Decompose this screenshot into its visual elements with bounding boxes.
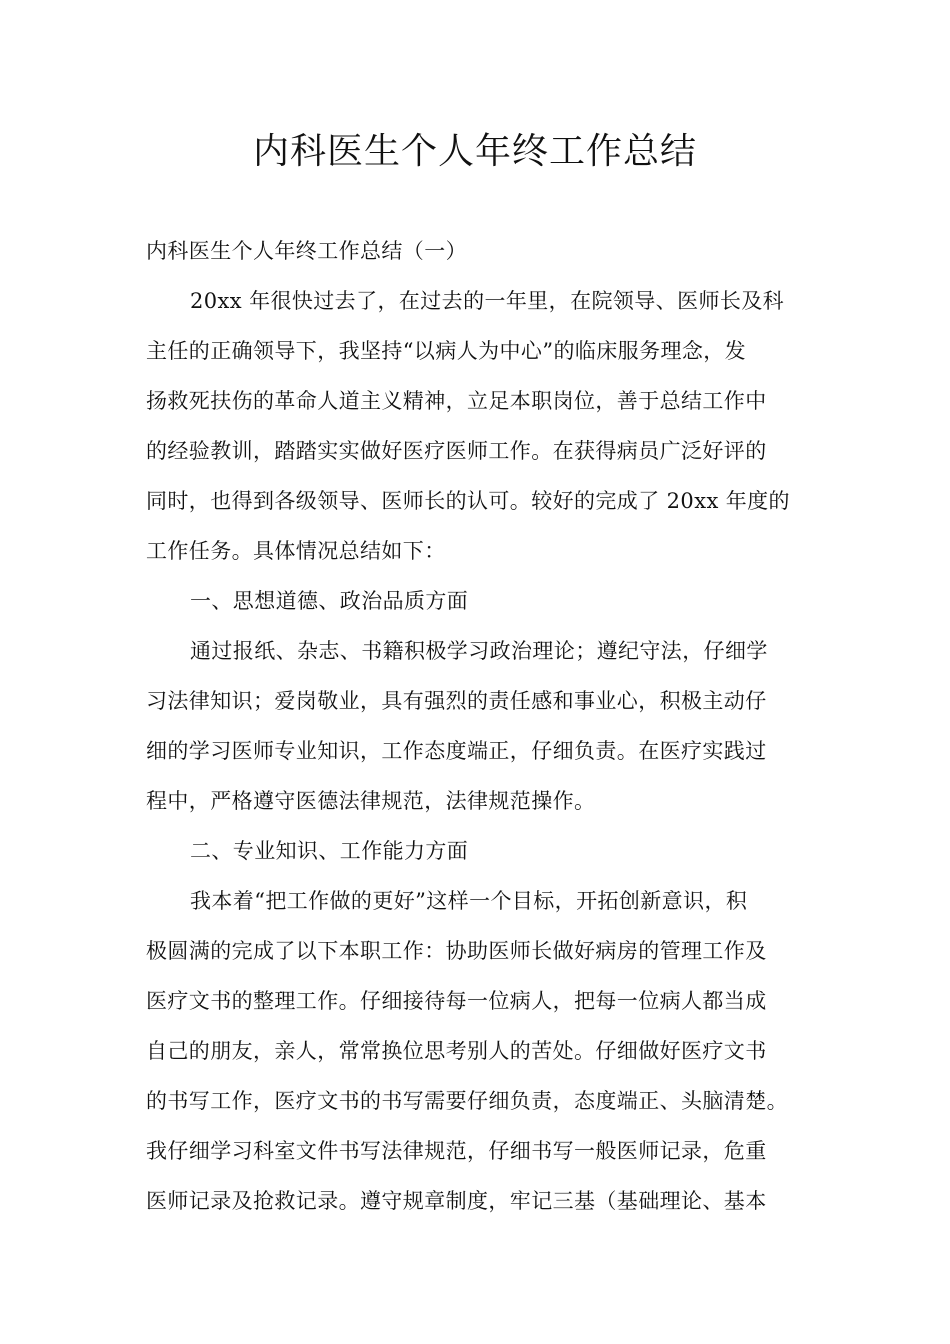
paragraph-line: 医疗文书的整理工作。仔细接待每一位病人，把每一位病人都当成	[146, 989, 767, 1013]
paragraph-line: 我仔细学习科室文件书写法律规范，仔细书写一般医师记录，危重	[146, 1139, 767, 1163]
paragraph-line: 扬救死扶伤的革命人道主义精神，立足本职岗位，善于总结工作中	[146, 389, 767, 413]
subheading: 二、专业知识、工作能力方面	[190, 839, 469, 863]
paragraph-line: 20xx 年很快过去了，在过去的一年里，在院领导、医师长及科	[190, 289, 785, 313]
paragraph-line: 习法律知识；爱岗敬业，具有强烈的责任感和事业心，积极主动仔	[146, 689, 767, 713]
paragraph-line: 的经验教训，踏踏实实做好医疗医师工作。在获得病员广泛好评的	[146, 439, 767, 463]
subheading: 一、思想道德、政治品质方面	[190, 589, 469, 613]
paragraph-line: 细的学习医师专业知识，工作态度端正，仔细负责。在医疗实践过	[146, 739, 767, 763]
paragraph-line: 自己的朋友，亲人，常常换位思考别人的苦处。仔细做好医疗文书	[146, 1039, 767, 1063]
paragraph-line: 的书写工作，医疗文书的书写需要仔细负责，态度端正、头脑清楚。	[146, 1089, 788, 1113]
paragraph-line: 通过报纸、杂志、书籍积极学习政治理论；遵纪守法，仔细学	[190, 639, 768, 663]
paragraph-line: 极圆满的完成了以下本职工作：协助医师长做好病房的管理工作及	[146, 939, 767, 963]
paragraph-line: 我本着“把工作做的更好”这样一个目标，开拓创新意识，积	[190, 889, 748, 913]
section-heading: 内科医生个人年终工作总结（一）	[146, 239, 467, 263]
paragraph-line: 程中，严格遵守医德法律规范，法律规范操作。	[146, 789, 596, 813]
paragraph-line: 医师记录及抢救记录。遵守规章制度，牢记三基（基础理论、基本	[146, 1189, 767, 1213]
document-title: 内科医生个人年终工作总结	[252, 131, 697, 172]
paragraph-line: 同时，也得到各级领导、医师长的认可。较好的完成了 20xx 年度的	[146, 489, 790, 513]
paragraph-line: 主任的正确领导下，我坚持“以病人为中心”的临床服务理念，发	[146, 339, 747, 363]
paragraph-line: 工作任务。具体情况总结如下：	[146, 539, 446, 563]
